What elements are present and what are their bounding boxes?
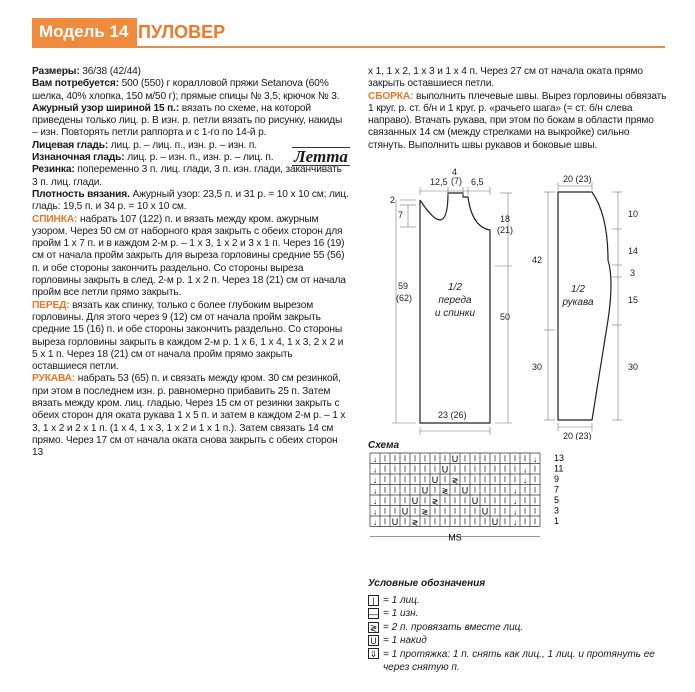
repeat-label: MS bbox=[448, 532, 462, 543]
dim-right-21: (21) bbox=[497, 225, 514, 235]
legend-text: = 1 изн. bbox=[383, 608, 419, 619]
legend-item-yo bbox=[368, 634, 668, 648]
dim-height-62: (62) bbox=[396, 293, 413, 303]
decrease-icon: ↓ bbox=[513, 486, 517, 496]
model-number-badge: Модель 14 bbox=[32, 18, 137, 46]
dim-top-right: 6,5 bbox=[471, 177, 484, 187]
sleeve-dim-top: 20 (23) bbox=[563, 174, 592, 184]
rib-text: попеременно 3 п. лиц. глади, 3 п. изн. глади, заканчивать 3 п. лиц. глади. bbox=[32, 164, 342, 188]
sleeve-dim-3: 3 bbox=[630, 268, 636, 278]
sleeve-dim-30-left: 30 bbox=[532, 362, 543, 372]
k2tog-icon: ≷ bbox=[451, 475, 459, 485]
dim-top-left: 12,5 bbox=[430, 177, 448, 187]
decrease-icon: ↓ bbox=[513, 496, 517, 506]
legend bbox=[368, 577, 668, 675]
decrease-icon: ↓ bbox=[513, 507, 517, 517]
back-label: СПИНКА: bbox=[32, 213, 78, 225]
page-title: ПУЛОВЕР bbox=[138, 22, 226, 42]
decrease-icon: ↓ bbox=[513, 517, 517, 527]
left-text-column bbox=[32, 66, 350, 460]
assembly-label: СБОРКА: bbox=[368, 90, 414, 102]
rib-label: Резинка: bbox=[32, 164, 75, 176]
decrease-icon: ↓ bbox=[523, 475, 527, 485]
brand-logo: Летта bbox=[294, 147, 348, 166]
sleeve-dim-bottom: 20 (23) bbox=[563, 431, 592, 440]
stitch-chart bbox=[360, 450, 600, 565]
k2tog-icon: ≷ bbox=[421, 507, 429, 517]
lace-label: Ажурный узор шириной 15 п.: bbox=[32, 102, 180, 114]
sleeve-label: РУКАВА: bbox=[32, 373, 76, 385]
sizes-text: 36/38 (42/44) bbox=[79, 66, 141, 77]
decrease-icon: ↓ bbox=[523, 465, 527, 475]
legend-text: = 1 протяжка: 1 п. снять как лиц., 1 лиц. и протянуть ее через снятую п. bbox=[383, 648, 655, 673]
sleeve-label-2: рукава bbox=[562, 297, 594, 308]
legend-item-k2tog bbox=[368, 621, 668, 635]
sleeve-text: набрать 53 (65) п. и связать между кром. 30 см резинкой, при этом в последнем изн. р. равномерно прибавить 25 п. Затем вязать между кром. лиц. гладью. Через 15 см от резинки закрыть с обеих сторон для оката рукава 1 х 5 п. и затем в каждом 2-м р. – 1 х 3, 1 х 2 и 2 х 1 п. (1 х 4, 1 х 3, 1 х 2 и 1 х 1 п.). Затем связать 14 см прямо. Через 17 см от начала оката снова закрыть с обеих сторон 13 bbox=[32, 373, 346, 459]
yarn-over-icon: U bbox=[441, 464, 449, 475]
stockinette-label: Лицевая гладь: bbox=[32, 139, 109, 151]
dim-left-2: 2 bbox=[390, 195, 396, 205]
body-label-3: и спинки bbox=[434, 308, 476, 319]
dim-right-18: 18 bbox=[500, 214, 511, 224]
sleeve-dim-42: 42 bbox=[532, 255, 543, 265]
k2tog-symbol-icon: ≷ bbox=[369, 622, 378, 633]
right-text-column bbox=[368, 66, 668, 152]
purl-symbol-icon: — bbox=[369, 609, 378, 620]
yarn-over-icon: U bbox=[481, 506, 489, 517]
legend-text: = 2 п. провязать вместе лиц. bbox=[383, 621, 524, 633]
reverse-text: лиц. р. – изн. п., изн. р. – лиц. п. bbox=[124, 152, 274, 164]
stockinette-text: лиц. р. – лиц. п., изн. р. – изн. п. bbox=[108, 139, 257, 151]
lace-text: вязать по схеме, на которой приведены только лиц. р. В изн. р. петли вязать по рисунку, накиды – изн. Повторять петли раппорта и с 1-го по 14-й р. bbox=[32, 102, 343, 139]
chart-row-label: 1 bbox=[554, 516, 560, 526]
decrease-icon: ↓ bbox=[373, 517, 377, 527]
pattern-schematic bbox=[360, 165, 670, 440]
decrease-icon: ↓ bbox=[373, 465, 377, 475]
k2tog-icon: ≷ bbox=[431, 496, 439, 506]
decrease-icon: ↓ bbox=[373, 454, 377, 464]
body-label-2: переда bbox=[438, 295, 472, 306]
yarn-over-icon: U bbox=[401, 506, 409, 517]
decrease-icon: ↓ bbox=[373, 507, 377, 517]
legend-text: = 1 накид bbox=[383, 635, 427, 646]
need-label: Вам потребуется: bbox=[32, 78, 119, 90]
reverse-label: Изнаночная гладь: bbox=[32, 152, 125, 164]
k2tog-icon: ≷ bbox=[441, 486, 449, 496]
sleeve-continued-text: х 1, 1 х 2, 1 х 3 и 1 х 4 п. Через 27 см от начала оката прямо закрыть оставшиеся петли. bbox=[368, 66, 643, 90]
dim-bottom: 23 (26) bbox=[438, 410, 467, 420]
yarn-over-icon: U bbox=[451, 453, 459, 464]
yarn-over-icon: U bbox=[411, 495, 419, 506]
dim-top-mid-alt: (7) bbox=[451, 176, 462, 186]
gauge-text: Ажурный узор: 23,5 п. и 31 р. = 10 х 10 см; лиц. гладь: 19,5 п. и 34 р. = 10 х 10 см. bbox=[32, 188, 349, 213]
sleeve-dim-14: 14 bbox=[628, 246, 639, 256]
chart-row-label: 7 bbox=[554, 484, 560, 495]
chart-row-label: 11 bbox=[554, 463, 564, 474]
dim-height-59: 59 bbox=[398, 281, 409, 291]
decrease-icon: ↓ bbox=[373, 486, 377, 496]
legend-title: Условные обозначения bbox=[368, 578, 486, 589]
dim-left-7: 7 bbox=[398, 210, 404, 220]
k2tog-icon: ≷ bbox=[411, 517, 419, 527]
sleeve-dim-10: 10 bbox=[628, 209, 639, 219]
dim-height-50: 50 bbox=[500, 312, 511, 322]
need-text: 500 (550) г коралловой пряжи Setanova (60% шелка, 40% хлопка, 150 м/50 г); прямые спицы № 3,5; крючок № 3. bbox=[32, 78, 340, 102]
front-text: вязать как спинку, только с более глубоким вырезом горловины. Для этого через 9 (12) см от начала пройм закрыть средние 15 (16) п. и обе стороны закончить раздельно. Со стороны выреза горловины закрыть в каждом 2-м р. 1 х 6, 1 х 4, 1 х 3, 2 х 2 и 5 х 1 п. Через 18 (21) см от начала пройм прямо закрыть оставшиеся петли. bbox=[32, 299, 344, 373]
chart-row-label: 3 bbox=[554, 505, 560, 516]
sleeve-label-1: 1/2 bbox=[571, 284, 585, 295]
sizes-label: Размеры: bbox=[32, 66, 80, 77]
chart-row-label: 9 bbox=[554, 474, 560, 484]
header-divider bbox=[32, 46, 665, 48]
yarn-over-icon: U bbox=[391, 516, 399, 527]
yarn-over-icon: U bbox=[491, 516, 499, 527]
back-text: набрать 107 (122) п. и вязать между кром. ажурным узором. Через 50 см от наборного края закрыть с обеих сторон для пройм 1 х 7 п. и в каждом 2-м р. – 1 х 3, 1 х 2 и 3 х 1 п. Через 16 (19) см от начала пройм закрыть для выреза горловины средние 55 (56) п. и обе стороны закончить раздельно. Со стороны выреза горловины закрыть в след. 2-м р. 1 х 2 п. Через 18 (21) см от начала пройм все петли прямо закрыть. bbox=[32, 213, 346, 299]
chart-row-label: 13 bbox=[554, 453, 565, 463]
legend-text: = 1 лиц. bbox=[383, 594, 420, 606]
decrease-icon: ↓ bbox=[373, 475, 377, 485]
skp-symbol-icon: ⇓ bbox=[369, 648, 378, 659]
sleeve-dim-15: 15 bbox=[628, 295, 639, 305]
front-label: ПЕРЕД: bbox=[32, 299, 70, 311]
yarn-over-icon: U bbox=[471, 495, 479, 506]
knit-symbol-icon: | bbox=[368, 595, 379, 606]
legend-item-knit bbox=[368, 594, 668, 608]
yarn-over-symbol-icon: U bbox=[368, 635, 379, 646]
decrease-icon: ↓ bbox=[373, 496, 377, 506]
body-label-1: 1/2 bbox=[448, 282, 462, 293]
gauge-label: Плотность вязания. bbox=[32, 188, 130, 200]
yarn-over-icon: U bbox=[431, 474, 439, 485]
legend-item-purl bbox=[368, 607, 668, 621]
assembly-text: выполнить плечевые швы. Вырез горловины обвязать 1 круг. р. ст. б/н и 1 круг. р. «рачьего шага» (= ст. б/н слева направо). Втачать рукава, при этом по бокам в области прямо связанных 14 см (между стрелками на выкройке) сильно стянуть. Выполнить швы рукавов и боковые швы. bbox=[368, 90, 667, 151]
yarn-over-icon: U bbox=[461, 485, 469, 496]
decrease-icon: ↓ bbox=[533, 454, 537, 464]
yarn-over-icon: U bbox=[421, 485, 429, 496]
sleeve-dim-30-right: 30 bbox=[628, 362, 639, 372]
chart-title: Схема bbox=[368, 440, 400, 451]
chart-row-label: 5 bbox=[554, 495, 560, 505]
legend-item-skp bbox=[368, 648, 668, 675]
dim-top-mid: 4 bbox=[452, 167, 458, 177]
